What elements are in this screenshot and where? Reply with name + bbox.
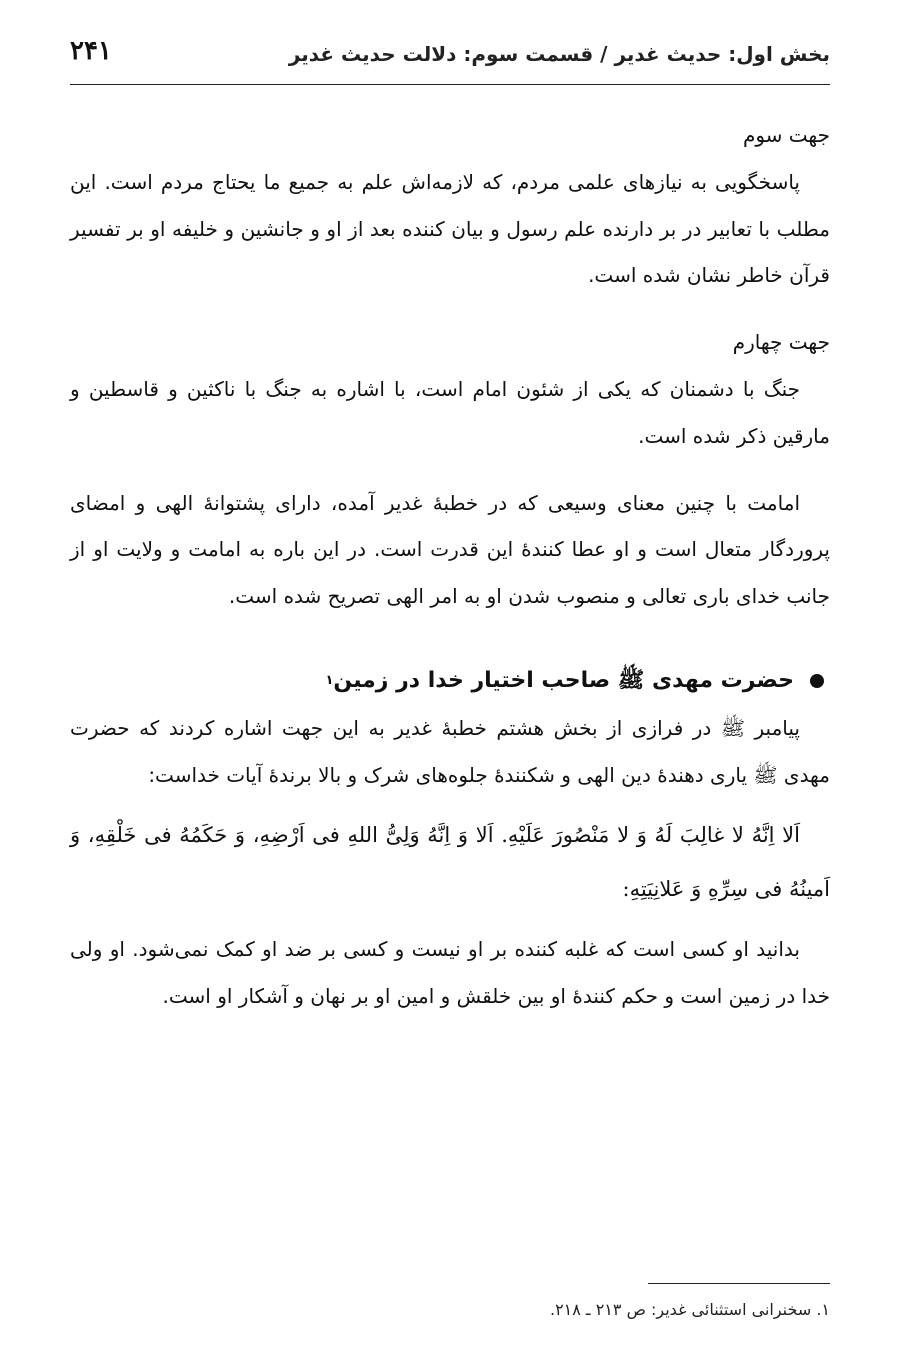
footnote-marker: ۱ <box>325 672 334 688</box>
section-title: حضرت مهدی ﷺ صاحب اختیار خدا در زمین <box>333 667 794 693</box>
imamat-paragraph: امامت با چنین معنای وسیعی که در خطبهٔ غدیر آمده، دارای پشتوانهٔ الهی و امضای پروردگار متعال است و او عطا کنندهٔ این قدرت است. در این باره به امامت و ولایت او از جانب خدای باری تعالی و منصوب شدن او به امر الهی تصریح شده است. <box>70 490 830 609</box>
arabic-quote: اَلا اِنَّهُ لا غالِبَ لَهُ وَ لا مَنْصُورَ عَلَیْهِ. اَلا وَ اِنَّهُ وَلِیُّ اللهِ فی اَرْضِهِ، وَ حَکَمُهُ فی خَلْقِهِ، وَ اَمینُهُ فی سِرِّهِ وَ عَلانِیَتِهِ: <box>70 823 830 902</box>
page-number: ۲۴۱ <box>70 36 112 66</box>
page-header <box>70 38 830 85</box>
page-body <box>70 112 830 1020</box>
section-paragraph: پیامبر ﷺ در فرازی از بخش هشتم خطبهٔ غدیر به این جهت اشاره کردند که حضرت مهدی ﷺ یاری دهندهٔ دین الهی و شکنندهٔ جلوه‌های شرک و بالا برندهٔ آیات خداست: <box>70 715 830 787</box>
running-title: بخش اول: حدیث غدیر / قسمت سوم: دلالت حدیث غدیر <box>288 42 830 66</box>
aspect3-paragraph: پاسخگویی به نیازهای علمی مردم، که لازمه‌اش علم به جمیع ما یحتاج مردم است. این مطلب با تعابیر در بر دارنده علم رسول و بیان کننده بعد از او و جانشین و خلیفه او بر تفسیر قرآن خاطر نشان شده است. <box>70 169 830 288</box>
translation-paragraph: بدانید او کسی است که غلبه کننده بر او نیست و کسی بر ضد او کمک نمی‌شود. او ولی خدا در زمین است و حکم کنندهٔ او بین خلقش و امین او بر نهان و آشکار او است. <box>70 937 830 1009</box>
bullet-icon <box>810 674 824 688</box>
footnote: ۱. سخنرانی استثنائی غدیر: ص ۲۱۳ ـ ۲۱۸. <box>549 1300 830 1319</box>
footnote-divider <box>648 1283 830 1284</box>
aspect4-title: جهت چهارم <box>732 330 830 355</box>
aspect4-paragraph: جنگ با دشمنان که یکی از شئون امام است، با اشاره به جنگ با ناکثین و قاسطین و مارقین ذکر شده است. <box>70 376 830 448</box>
section-heading <box>70 658 830 705</box>
aspect3-title: جهت سوم <box>742 123 830 147</box>
